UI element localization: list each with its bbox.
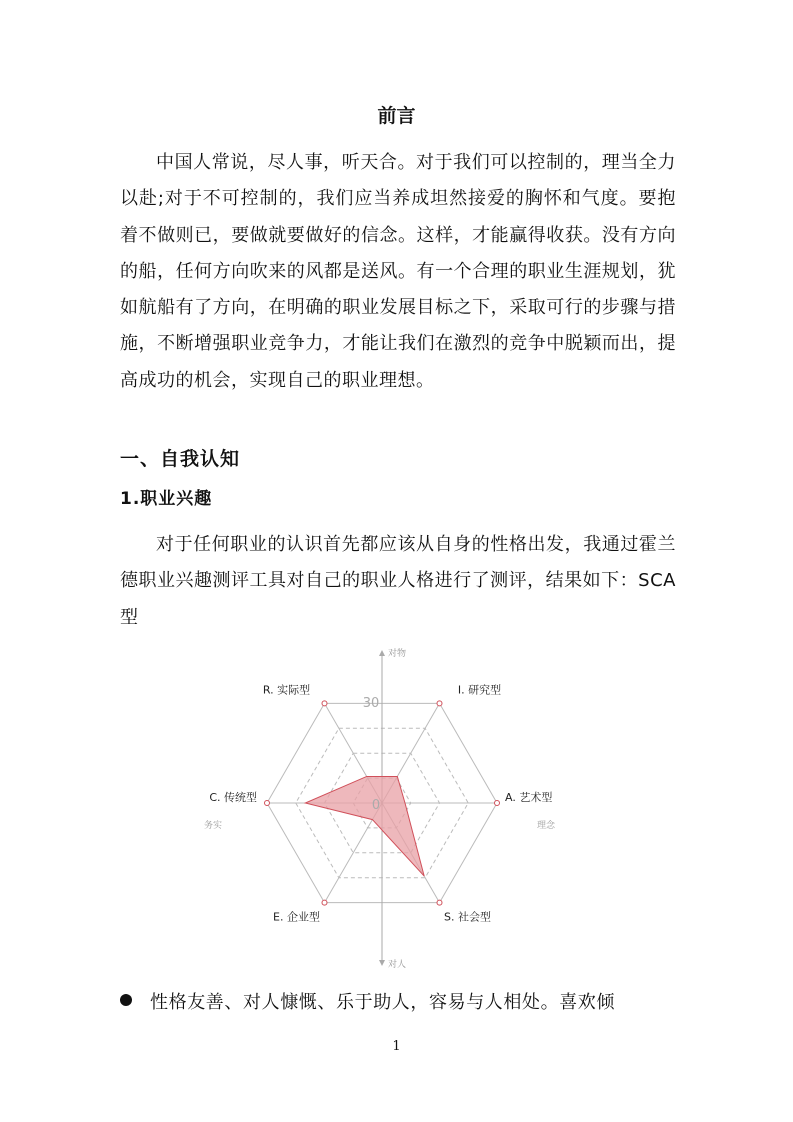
bullet-text: 性格友善、对人慷慨、乐于助人，容易与人相处。喜欢倾 bbox=[150, 992, 615, 1013]
radar-vertex-dot bbox=[322, 900, 327, 905]
preface-paragraph: 中国人常说，尽人事，听天合。对于我们可以控制的，理当全力以赴;对于不可控制的，我们应当养成坦然接爱的胸怀和气度。要抱着不做则已，要做就要做好的信念。这样，才能赢得收获。没有方向的船，任何方向吹来的风都是送风。有一个合理的职业生涯规划，犹如航船有了方向，在明确的职业发展目标之下，采取可行的步骤与措施，不断增强职业竞争力，才能让我们在激烈的竞争中脱颖而出，提高成功的机会，实现自己的职业理想。 bbox=[120, 152, 676, 391]
section-heading: 一、自我认知 bbox=[120, 448, 241, 470]
radar-category-label: I. 研究型 bbox=[457, 683, 502, 697]
radar-vertex-dot bbox=[437, 701, 442, 706]
bullet-item bbox=[120, 988, 680, 1018]
radar-vertex-dot bbox=[265, 801, 270, 806]
radar-category-label: R. 实际型 bbox=[262, 683, 311, 697]
axis-label-bottom: 对人 bbox=[388, 960, 407, 970]
radar-labels bbox=[204, 647, 556, 970]
radar-category-label: E. 企业型 bbox=[273, 910, 320, 924]
page-title: 前言 bbox=[377, 105, 416, 127]
radar-vertex-dot bbox=[495, 801, 500, 806]
radar-vertex-dot bbox=[437, 900, 442, 905]
radar-tick-label-min: 0 bbox=[371, 798, 381, 813]
interest-paragraph: 对于任何职业的认识首先都应该从自身的性格出发，我通过霍兰德职业兴趣测评工具对自己的职业人格进行了测评，结果如下：SCA 型 bbox=[120, 534, 676, 628]
radar-category-label: C. 传统型 bbox=[209, 791, 257, 804]
radar-tick-label-max: 30 bbox=[362, 696, 380, 711]
holland-radar-chart bbox=[190, 645, 570, 970]
radar-category-label: S. 社会型 bbox=[444, 910, 491, 924]
bullet-icon bbox=[120, 994, 132, 1006]
radar-category-label: A. 艺术型 bbox=[505, 791, 553, 804]
axis-label-left: 务实 bbox=[204, 821, 223, 831]
axis-label-right: 理念 bbox=[537, 821, 556, 831]
radar-vertex-dot bbox=[322, 701, 327, 706]
radar-data-area bbox=[305, 776, 424, 876]
subsection-heading: 1.职业兴趣 bbox=[120, 489, 213, 509]
axis-label-top: 对物 bbox=[388, 649, 407, 659]
page-number: 1 bbox=[392, 1039, 401, 1054]
